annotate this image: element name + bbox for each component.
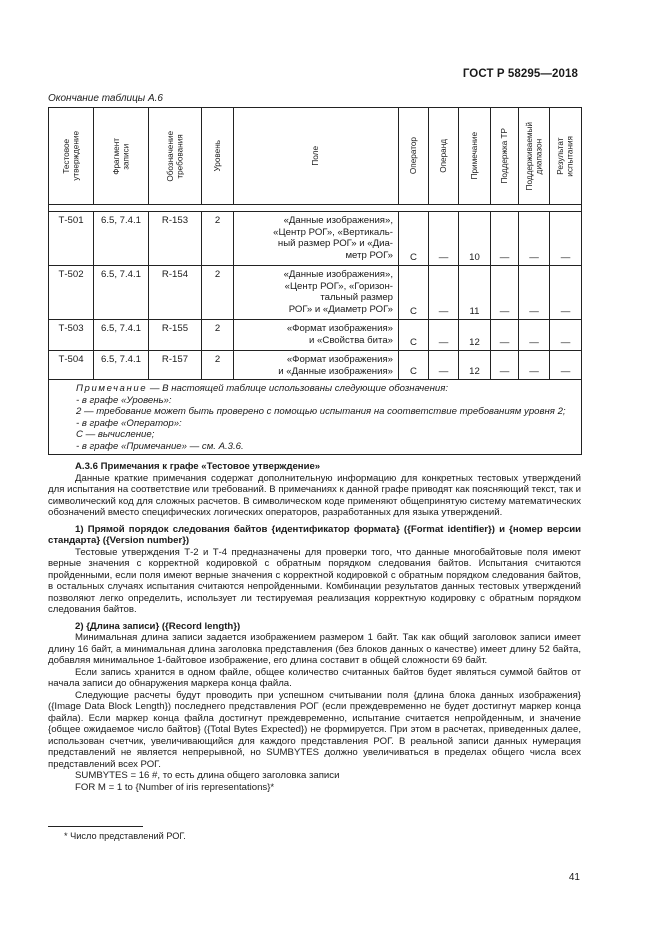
requirements-table xyxy=(48,107,582,455)
notes-line: - в графе «Уровень»: xyxy=(76,394,172,406)
cell-requirement-id: R-157 xyxy=(149,351,202,380)
item2-paragraph: Минимальная длина записи задается изображением размером 1 байт. Так как общий заголовок записи имеет длину 16 байт, а минимальная длина заголовка представления (без блоков данных о качестве) имеет длину 52 байта, добавляя минимальное 1-байтовое изображение, его длина составит в общей сложности 69 байт. xyxy=(48,632,581,666)
cell-test-assertion: Т-502 xyxy=(49,266,94,320)
notes-line: 2 — требование может быть проверено с помощью испытания на соответствие требованиям уровня 2; xyxy=(76,406,566,417)
col-header-level: Уровень xyxy=(202,108,234,205)
cell-tp-support: — xyxy=(491,320,519,351)
table-notes-row xyxy=(49,380,582,455)
cell-level: 2 xyxy=(202,320,234,351)
cell-requirement-id: R-153 xyxy=(149,212,202,266)
table-row xyxy=(49,320,582,351)
cell-operator: С xyxy=(399,320,429,351)
cell-supported-range: — xyxy=(519,351,550,380)
cell-field: «Формат изображения» и «Свойства бита» xyxy=(234,320,399,351)
cell-field: «Данные изображения», «Центр РОГ», «Горизон- тальный размер РОГ» и «Диаметр РОГ» xyxy=(234,266,399,320)
cell-operator: С xyxy=(399,351,429,380)
table-row xyxy=(49,351,582,380)
col-header-requirement-id: Обозначение требования xyxy=(149,108,202,205)
item1-text: Тестовые утверждения Т-2 и Т-4 предназначены для проверки того, что данные многобайтовые поля имеют верные значения с корректной кодировкой с обратным порядком следования байтов. Испытания считаются пройденными, если поля имеют верные значения с корректной кодировкой с обратным порядком следования байтов, в остальных случаях испытания считаются непройденными. Комбинации результатов данных тестовых утверждений позволяют легко определить, использует ли тестируемая реализация корректную кодировку с обратным порядком следования байтов. xyxy=(48,546,581,615)
item2-heading: 2) {Длина записи} ({Record length}) xyxy=(75,620,241,632)
cell-operator: С xyxy=(399,212,429,266)
table-caption: Окончание таблицы А.6 xyxy=(48,93,163,104)
standard-header: ГОСТ Р 58295—2018 xyxy=(462,68,578,80)
cell-supported-range: — xyxy=(519,320,550,351)
footnote-separator xyxy=(48,826,143,827)
cell-test-result: — xyxy=(550,212,582,266)
cell-level: 2 xyxy=(202,266,234,320)
cell-tp-support: — xyxy=(491,212,519,266)
section-body xyxy=(48,461,581,793)
cell-level: 2 xyxy=(202,212,234,266)
col-header-operator: Оператор xyxy=(399,108,429,205)
cell-operator: С xyxy=(399,266,429,320)
section-heading: А.3.6 Примечания к графе «Тестовое утверждение» xyxy=(75,461,321,472)
col-header-record-fragment: Фрагмент записи xyxy=(94,108,149,205)
cell-test-assertion: Т-503 xyxy=(49,320,94,351)
col-header-operand: Операнд xyxy=(429,108,459,205)
notes-line: С — вычисление; xyxy=(76,429,155,440)
cell-test-assertion: Т-504 xyxy=(49,351,94,380)
code-line: FOR M = 1 to {Number of iris representations}* xyxy=(75,781,275,793)
col-header-field: Поле xyxy=(234,108,399,205)
cell-supported-range: — xyxy=(519,212,550,266)
item2-paragraph: Если запись хранится в одном файле, общее количество считанных байтов будет являться суммой байтов от начала записи до обнаружения маркера конца файла. xyxy=(48,666,581,689)
table-notes xyxy=(49,380,582,455)
col-header-note: Примечание xyxy=(459,108,491,205)
cell-operand: — xyxy=(429,320,459,351)
notes-intro: Примечание — В настоящей таблице использованы следующие обозначения: xyxy=(76,383,448,394)
cell-note: 12 xyxy=(459,320,491,351)
code-line: SUMBYTES = 16 #, то есть длина общего заголовка записи xyxy=(75,770,340,781)
page-number: 41 xyxy=(568,872,580,883)
cell-test-result: — xyxy=(550,266,582,320)
notes-line: - в графе «Примечание» — см. А.3.6. xyxy=(76,440,244,452)
cell-requirement-id: R-155 xyxy=(149,320,202,351)
cell-supported-range: — xyxy=(519,266,550,320)
col-header-supported-range: Поддерживаемый диапазон xyxy=(519,108,550,205)
cell-tp-support: — xyxy=(491,351,519,380)
cell-note: 12 xyxy=(459,351,491,380)
cell-operand: — xyxy=(429,212,459,266)
section-intro: Данные краткие примечания содержат дополнительную информацию для конкретных тестовых утверждений для испытания на соответствие или требований. В примечаниях к данной графе приводят как поясняющий текст, так и символический код для сложных расчетов. В символическом коде применяют общепринятую систему математических обозначений вместо специфических логических операторов, разработанных для языка утверждений. xyxy=(48,472,581,518)
cell-record-fragment: 6.5, 7.4.1 xyxy=(94,212,149,266)
cell-test-result: — xyxy=(550,351,582,380)
cell-level: 2 xyxy=(202,351,234,380)
table-row xyxy=(49,212,582,266)
cell-record-fragment: 6.5, 7.4.1 xyxy=(94,320,149,351)
table-row xyxy=(49,266,582,320)
cell-requirement-id: R-154 xyxy=(149,266,202,320)
cell-field: «Формат изображения» и «Данные изображения» xyxy=(234,351,399,380)
item2-paragraph: Следующие расчеты будут проводить при успешном считывании поля {длина блока данных изображения} ({Image Data Block Length}) последнего представления РОГ (если преждевременно не будет достигнут маркер конца файла). Если маркер конца файла достигнут преждевременно, испытание считается непройденным, и значение {общее ожидаемое число байтов} ({Total Bytes Expected}) не формируется. При этом в расчетах, приведенных далее, использован счетчик, увеличивающийся для каждого представления РОГ. В реальной записи данных нумерация представлений не является непрерывной, но SUMBYTES должно увеличиваться в пределах общего числа всех представлений всех РОГ. xyxy=(48,689,581,770)
footnote: * Число представлений РОГ. xyxy=(64,831,186,841)
cell-note: 11 xyxy=(459,266,491,320)
cell-operand: — xyxy=(429,266,459,320)
cell-tp-support: — xyxy=(491,266,519,320)
col-header-tp-support: Поддержка ТР xyxy=(491,108,519,205)
cell-operand: — xyxy=(429,351,459,380)
notes-line: - в графе «Оператор»: xyxy=(76,417,182,429)
cell-record-fragment: 6.5, 7.4.1 xyxy=(94,351,149,380)
cell-test-assertion: Т-501 xyxy=(49,212,94,266)
col-header-test-assertion: Тестовое утверждение xyxy=(49,108,94,205)
col-header-test-result: Результат испытания xyxy=(550,108,582,205)
cell-test-result: — xyxy=(550,320,582,351)
table-header-row xyxy=(49,108,582,205)
cell-field: «Данные изображения», «Центр РОГ», «Вертикаль- ный размер РОГ» и «Диа- метр РОГ» xyxy=(234,212,399,266)
cell-record-fragment: 6.5, 7.4.1 xyxy=(94,266,149,320)
item1-heading: 1) Прямой порядок следования байтов {идентификатор формата} ({Format identifier}) и {номер версии стандарта} ({Version number}) xyxy=(48,523,581,546)
cell-note: 10 xyxy=(459,212,491,266)
